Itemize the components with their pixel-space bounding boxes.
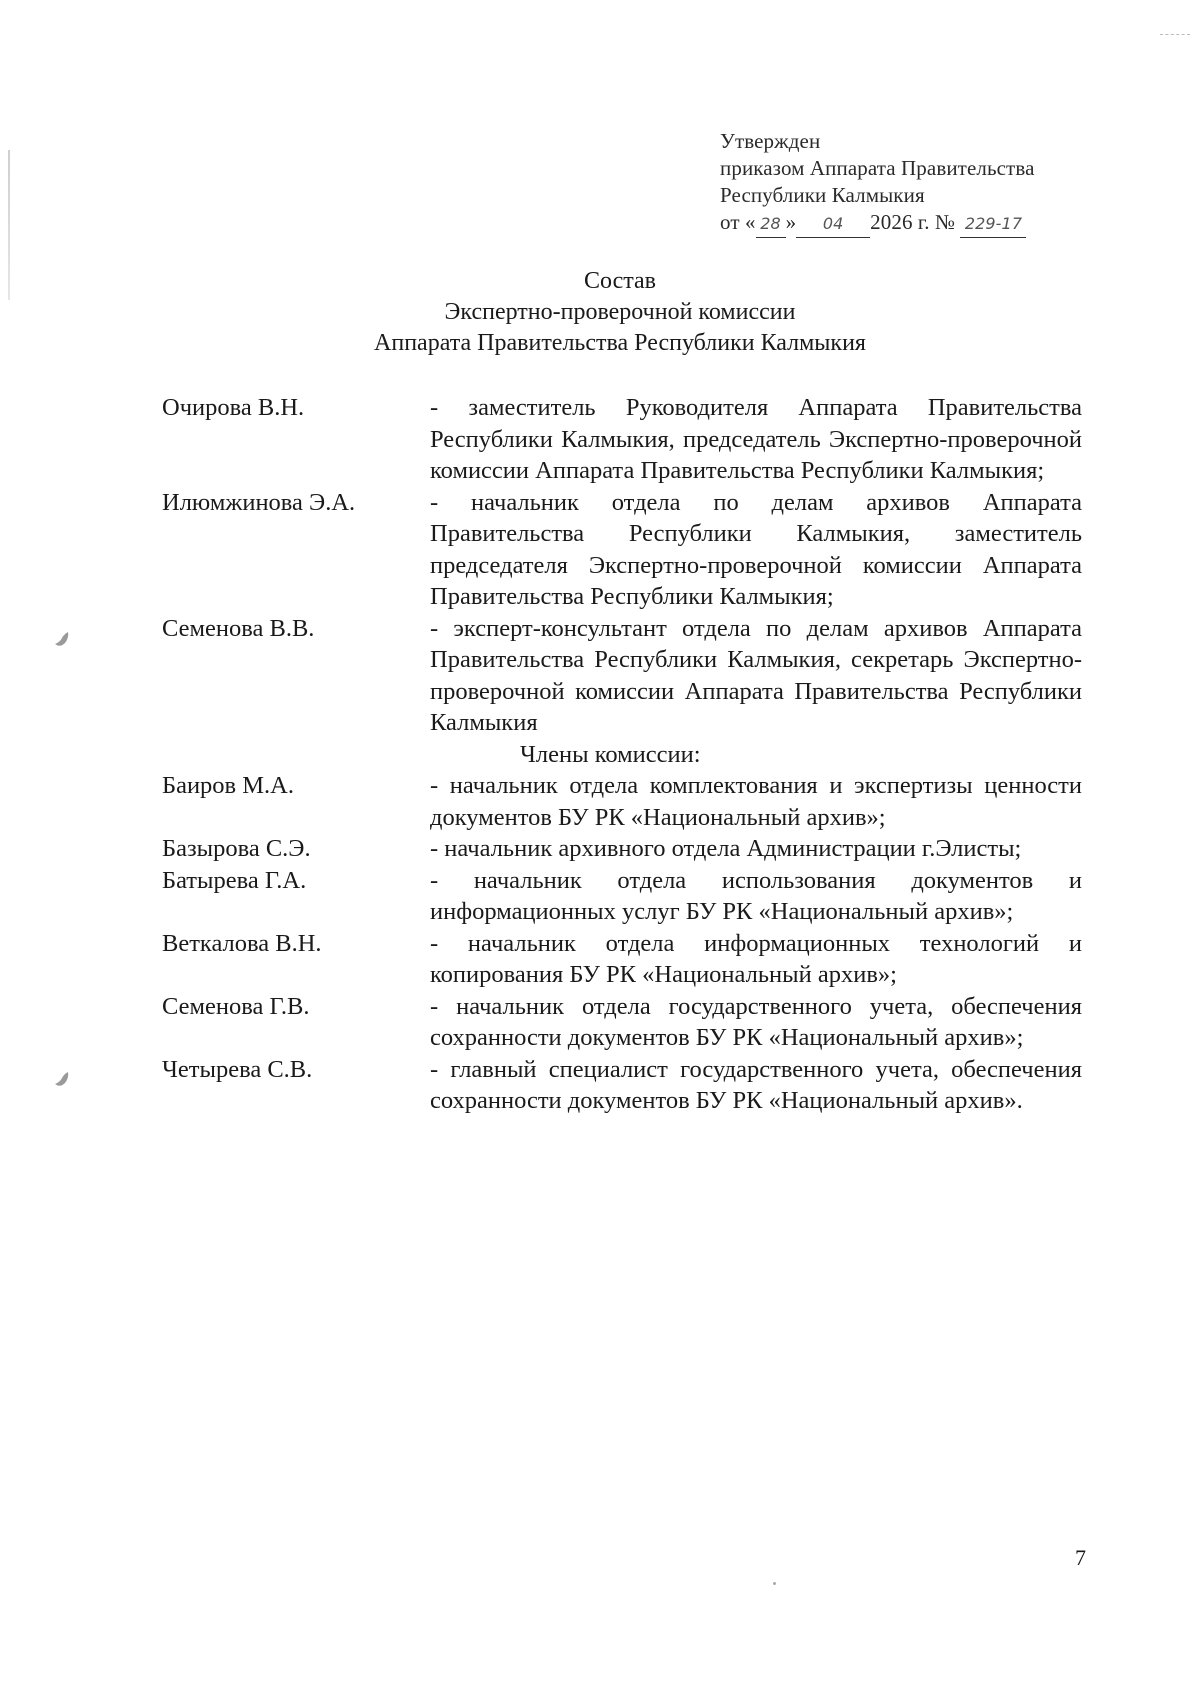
member-role: - заместитель Руководителя Аппарата Правительства Республики Калмыкия, председатель Экспертно-проверочной комиссии Аппарата Правительства Республики Калмыкия; <box>430 394 1082 484</box>
roster-row <box>162 928 1082 991</box>
member-name: Очирова В.Н. <box>162 394 305 421</box>
approval-block <box>720 128 1035 238</box>
scan-dot-artifact <box>773 1582 776 1585</box>
member-name: Семенова В.В. <box>162 614 315 642</box>
punch-hole-mark-icon <box>52 628 74 650</box>
date-day: 28 <box>756 210 786 238</box>
roster-row <box>162 487 1082 613</box>
member-role: - начальник отдела государственного учета, обеспечения сохранности документов БУ РК «Национальный архив»; <box>430 992 1082 1051</box>
member-role: - эксперт-консультант отдела по делам архивов Аппарата Правительства Республики Калмыкия, секретарь Экспертно-проверочной комиссии Аппарата Правительства Республики Калмыкия <box>430 614 1082 736</box>
title-line-1: Состав <box>583 268 657 294</box>
date-prefix: от « <box>720 210 756 234</box>
roster-row <box>162 392 1082 487</box>
roster-row <box>162 865 1082 928</box>
member-name: Четырева С.В. <box>162 1055 313 1083</box>
approval-date-line <box>720 209 1035 238</box>
order-number: 229-17 <box>960 210 1026 238</box>
roster-row <box>162 991 1082 1054</box>
member-name: Илюмжинова Э.А. <box>162 488 356 516</box>
approval-line-2: приказом Аппарата Правительства <box>720 156 1035 180</box>
member-role: - начальник отдела информационных технологий и копирования БУ РК «Национальный архив»; <box>430 929 1082 988</box>
commission-roster <box>162 392 1082 1117</box>
roster-row <box>162 1054 1082 1117</box>
member-role: - начальник отдела использования документов и информационных услуг БУ РК «Национальный архив»; <box>430 866 1082 925</box>
scan-edge-artifact <box>8 150 10 300</box>
approval-line-3: Республики Калмыкия <box>720 183 925 207</box>
title-line-3: Аппарата Правительства Республики Калмыкия <box>374 330 866 356</box>
roster-row <box>162 833 1082 865</box>
members-heading: Члены комиссии: <box>520 740 701 768</box>
member-name: Батырева Г.А. <box>162 866 307 894</box>
date-mid: » <box>785 210 797 234</box>
member-role: - начальник архивного отдела Администрации г.Элисты; <box>430 835 1022 862</box>
title-line-2: Экспертно-проверочной комиссии <box>444 299 796 325</box>
date-month: 04 <box>796 210 870 238</box>
member-name: Базырова С.Э. <box>162 835 311 862</box>
punch-hole-mark-icon <box>52 1068 74 1090</box>
member-name: Веткалова В.Н. <box>162 929 322 957</box>
approval-line-1: Утвержден <box>720 129 821 153</box>
member-role: - главный специалист государственного учета, обеспечения сохранности документов БУ РК «Национальный архив». <box>430 1055 1082 1114</box>
document-title <box>320 266 920 359</box>
member-role: - начальник отдела комплектования и экспертизы ценности документов БУ РК «Национальный архив»; <box>430 772 1082 831</box>
member-name: Семенова Г.В. <box>162 992 310 1020</box>
member-role: - начальник отдела по делам архивов Аппарата Правительства Республики Калмыкия, заместитель председателя Экспертно-проверочной комиссии Аппарата Правительства Республики Калмыкия; <box>430 488 1082 610</box>
roster-row <box>162 613 1082 739</box>
roster-row <box>162 770 1082 833</box>
date-year: 2026 г. № <box>870 210 956 234</box>
member-name: Баиров М.А. <box>162 772 294 799</box>
scan-mark-artifact <box>1160 34 1190 37</box>
page-number: 7 <box>1075 1545 1086 1570</box>
